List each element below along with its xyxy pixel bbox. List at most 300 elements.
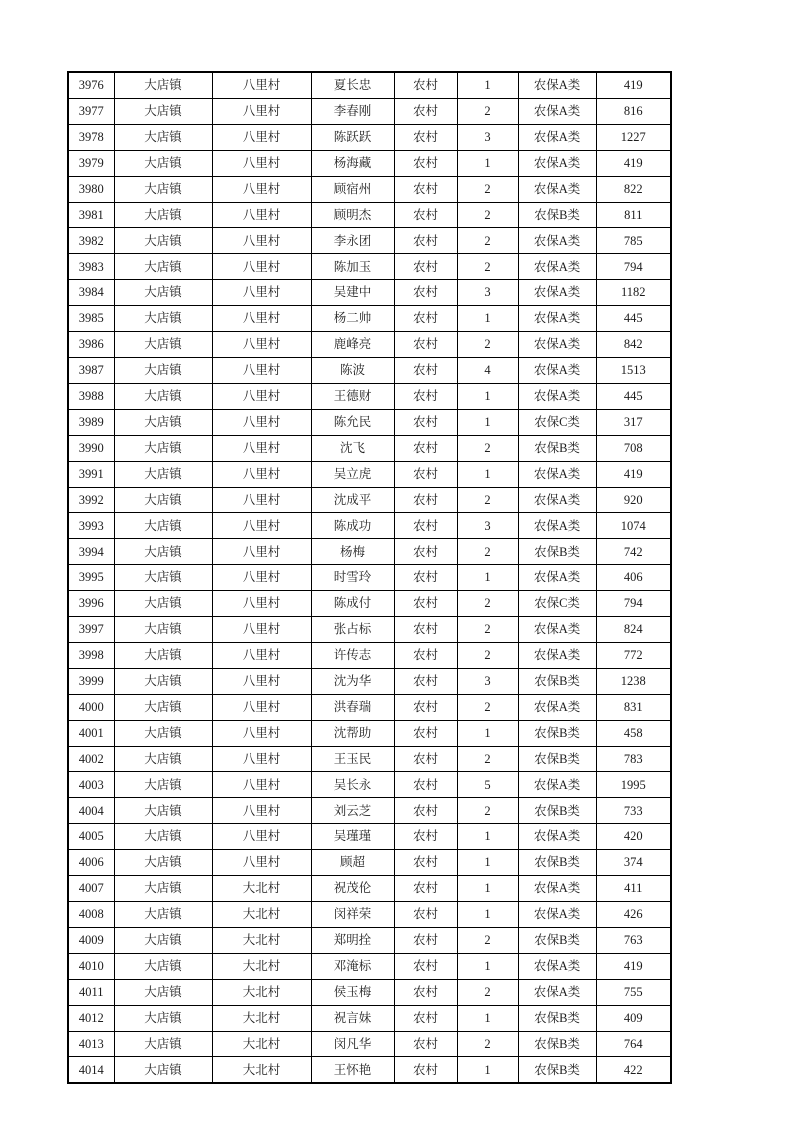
cell-serial: 3990 — [68, 435, 114, 461]
cell-residence-type: 农村 — [394, 98, 457, 124]
cell-residence-type: 农村 — [394, 798, 457, 824]
cell-amount: 419 — [596, 953, 671, 979]
cell-village: 八里村 — [212, 539, 311, 565]
cell-serial: 4013 — [68, 1031, 114, 1057]
cell-serial: 3987 — [68, 357, 114, 383]
cell-amount: 794 — [596, 254, 671, 280]
cell-serial: 3986 — [68, 332, 114, 358]
cell-insurance-category: 农保C类 — [518, 409, 596, 435]
cell-serial: 4000 — [68, 694, 114, 720]
cell-village: 八里村 — [212, 798, 311, 824]
cell-residence-type: 农村 — [394, 824, 457, 850]
cell-town: 大店镇 — [114, 254, 212, 280]
cell-insured-count: 2 — [457, 798, 518, 824]
table-row — [68, 876, 671, 902]
cell-insurance-category: 农保B类 — [518, 798, 596, 824]
cell-name: 刘云芝 — [311, 798, 394, 824]
cell-town: 大店镇 — [114, 306, 212, 332]
cell-residence-type: 农村 — [394, 150, 457, 176]
cell-village: 八里村 — [212, 487, 311, 513]
cell-name: 陈允民 — [311, 409, 394, 435]
cell-insured-count: 2 — [457, 487, 518, 513]
cell-village: 八里村 — [212, 850, 311, 876]
cell-village: 八里村 — [212, 306, 311, 332]
cell-amount: 831 — [596, 694, 671, 720]
cell-village: 八里村 — [212, 746, 311, 772]
cell-residence-type: 农村 — [394, 539, 457, 565]
cell-amount: 409 — [596, 1005, 671, 1031]
cell-village: 八里村 — [212, 254, 311, 280]
table-row — [68, 824, 671, 850]
table-row — [68, 539, 671, 565]
cell-insured-count: 2 — [457, 591, 518, 617]
cell-name: 祝言妹 — [311, 1005, 394, 1031]
cell-residence-type: 农村 — [394, 953, 457, 979]
cell-village: 大北村 — [212, 1057, 311, 1083]
cell-residence-type: 农村 — [394, 228, 457, 254]
cell-village: 大北村 — [212, 979, 311, 1005]
cell-insurance-category: 农保A类 — [518, 513, 596, 539]
cell-insured-count: 1 — [457, 306, 518, 332]
cell-serial: 3979 — [68, 150, 114, 176]
cell-residence-type: 农村 — [394, 1057, 457, 1083]
cell-town: 大店镇 — [114, 513, 212, 539]
cell-insurance-category: 农保A类 — [518, 979, 596, 1005]
cell-name: 郑明拴 — [311, 927, 394, 953]
table-row — [68, 979, 671, 1005]
cell-town: 大店镇 — [114, 565, 212, 591]
cell-residence-type: 农村 — [394, 306, 457, 332]
cell-insurance-category: 农保B类 — [518, 850, 596, 876]
cell-insurance-category: 农保A类 — [518, 228, 596, 254]
cell-insured-count: 3 — [457, 280, 518, 306]
cell-insured-count: 2 — [457, 176, 518, 202]
table-row — [68, 642, 671, 668]
table-row — [68, 617, 671, 643]
cell-name: 杨二帅 — [311, 306, 394, 332]
cell-insurance-category: 农保A类 — [518, 98, 596, 124]
cell-insurance-category: 农保B类 — [518, 1005, 596, 1031]
cell-village: 八里村 — [212, 591, 311, 617]
cell-town: 大店镇 — [114, 98, 212, 124]
cell-insured-count: 2 — [457, 694, 518, 720]
cell-town: 大店镇 — [114, 953, 212, 979]
cell-village: 八里村 — [212, 694, 311, 720]
cell-town: 大店镇 — [114, 72, 212, 98]
cell-amount: 920 — [596, 487, 671, 513]
cell-insured-count: 2 — [457, 202, 518, 228]
cell-village: 八里村 — [212, 357, 311, 383]
table-row — [68, 927, 671, 953]
cell-amount: 783 — [596, 746, 671, 772]
table-row — [68, 902, 671, 928]
cell-insured-count: 1 — [457, 383, 518, 409]
cell-residence-type: 农村 — [394, 668, 457, 694]
cell-insured-count: 2 — [457, 617, 518, 643]
cell-amount: 1182 — [596, 280, 671, 306]
cell-name: 吴立虎 — [311, 461, 394, 487]
cell-insurance-category: 农保A类 — [518, 642, 596, 668]
cell-amount: 317 — [596, 409, 671, 435]
cell-insurance-category: 农保C类 — [518, 591, 596, 617]
cell-insured-count: 1 — [457, 565, 518, 591]
cell-amount: 763 — [596, 927, 671, 953]
cell-serial: 4002 — [68, 746, 114, 772]
cell-insured-count: 1 — [457, 953, 518, 979]
cell-insurance-category: 农保B类 — [518, 1057, 596, 1083]
cell-serial: 3985 — [68, 306, 114, 332]
table-row — [68, 461, 671, 487]
cell-town: 大店镇 — [114, 979, 212, 1005]
cell-insurance-category: 农保A类 — [518, 332, 596, 358]
cell-residence-type: 农村 — [394, 72, 457, 98]
cell-village: 大北村 — [212, 876, 311, 902]
cell-village: 大北村 — [212, 1005, 311, 1031]
cell-residence-type: 农村 — [394, 332, 457, 358]
cell-insured-count: 1 — [457, 72, 518, 98]
cell-residence-type: 农村 — [394, 357, 457, 383]
cell-residence-type: 农村 — [394, 642, 457, 668]
table-row — [68, 383, 671, 409]
cell-amount: 422 — [596, 1057, 671, 1083]
cell-village: 八里村 — [212, 228, 311, 254]
cell-town: 大店镇 — [114, 124, 212, 150]
cell-insured-count: 1 — [457, 461, 518, 487]
cell-amount: 420 — [596, 824, 671, 850]
table-row — [68, 953, 671, 979]
cell-insurance-category: 农保B类 — [518, 720, 596, 746]
cell-amount: 1074 — [596, 513, 671, 539]
cell-insured-count: 1 — [457, 902, 518, 928]
cell-town: 大店镇 — [114, 435, 212, 461]
cell-amount: 733 — [596, 798, 671, 824]
cell-insurance-category: 农保A类 — [518, 383, 596, 409]
cell-residence-type: 农村 — [394, 254, 457, 280]
cell-amount: 426 — [596, 902, 671, 928]
cell-serial: 4007 — [68, 876, 114, 902]
table-row — [68, 98, 671, 124]
cell-insured-count: 3 — [457, 668, 518, 694]
cell-village: 八里村 — [212, 98, 311, 124]
cell-residence-type: 农村 — [394, 409, 457, 435]
cell-amount: 1227 — [596, 124, 671, 150]
cell-serial: 4014 — [68, 1057, 114, 1083]
cell-serial: 4009 — [68, 927, 114, 953]
cell-amount: 764 — [596, 1031, 671, 1057]
cell-serial: 3981 — [68, 202, 114, 228]
cell-insurance-category: 农保A类 — [518, 824, 596, 850]
cell-residence-type: 农村 — [394, 876, 457, 902]
cell-insured-count: 1 — [457, 876, 518, 902]
cell-insurance-category: 农保B类 — [518, 435, 596, 461]
cell-insured-count: 1 — [457, 824, 518, 850]
cell-residence-type: 农村 — [394, 694, 457, 720]
cell-serial: 3991 — [68, 461, 114, 487]
cell-residence-type: 农村 — [394, 1031, 457, 1057]
table-row — [68, 772, 671, 798]
cell-amount: 824 — [596, 617, 671, 643]
cell-insured-count: 2 — [457, 254, 518, 280]
cell-town: 大店镇 — [114, 824, 212, 850]
cell-insured-count: 2 — [457, 435, 518, 461]
cell-amount: 755 — [596, 979, 671, 1005]
cell-name: 沈为华 — [311, 668, 394, 694]
cell-village: 八里村 — [212, 461, 311, 487]
cell-name: 顾超 — [311, 850, 394, 876]
cell-serial: 3988 — [68, 383, 114, 409]
cell-insured-count: 1 — [457, 409, 518, 435]
cell-name: 王玉民 — [311, 746, 394, 772]
cell-amount: 785 — [596, 228, 671, 254]
cell-name: 许传志 — [311, 642, 394, 668]
cell-town: 大店镇 — [114, 228, 212, 254]
cell-residence-type: 农村 — [394, 513, 457, 539]
cell-serial: 3992 — [68, 487, 114, 513]
cell-amount: 822 — [596, 176, 671, 202]
cell-serial: 3978 — [68, 124, 114, 150]
cell-serial: 3998 — [68, 642, 114, 668]
cell-town: 大店镇 — [114, 746, 212, 772]
cell-village: 八里村 — [212, 383, 311, 409]
cell-amount: 1238 — [596, 668, 671, 694]
cell-name: 陈成付 — [311, 591, 394, 617]
cell-insured-count: 1 — [457, 720, 518, 746]
cell-insured-count: 1 — [457, 1057, 518, 1083]
cell-village: 八里村 — [212, 124, 311, 150]
cell-name: 张占标 — [311, 617, 394, 643]
cell-village: 八里村 — [212, 720, 311, 746]
cell-amount: 458 — [596, 720, 671, 746]
cell-insured-count: 2 — [457, 746, 518, 772]
cell-serial: 4011 — [68, 979, 114, 1005]
cell-town: 大店镇 — [114, 357, 212, 383]
cell-town: 大店镇 — [114, 720, 212, 746]
cell-insurance-category: 农保A类 — [518, 565, 596, 591]
table-row — [68, 124, 671, 150]
table-row — [68, 228, 671, 254]
cell-amount: 742 — [596, 539, 671, 565]
cell-insurance-category: 农保A类 — [518, 876, 596, 902]
cell-residence-type: 农村 — [394, 487, 457, 513]
cell-village: 八里村 — [212, 435, 311, 461]
cell-insured-count: 2 — [457, 642, 518, 668]
cell-serial: 3994 — [68, 539, 114, 565]
cell-insured-count: 4 — [457, 357, 518, 383]
cell-town: 大店镇 — [114, 876, 212, 902]
cell-town: 大店镇 — [114, 409, 212, 435]
cell-name: 陈波 — [311, 357, 394, 383]
cell-insurance-category: 农保A类 — [518, 150, 596, 176]
table-row — [68, 1057, 671, 1083]
cell-name: 王怀艳 — [311, 1057, 394, 1083]
cell-name: 吴建中 — [311, 280, 394, 306]
cell-town: 大店镇 — [114, 798, 212, 824]
cell-insured-count: 2 — [457, 979, 518, 1005]
cell-town: 大店镇 — [114, 202, 212, 228]
cell-serial: 3999 — [68, 668, 114, 694]
cell-serial: 3989 — [68, 409, 114, 435]
cell-town: 大店镇 — [114, 591, 212, 617]
resident-insurance-table — [67, 71, 672, 1084]
cell-residence-type: 农村 — [394, 461, 457, 487]
cell-serial: 3995 — [68, 565, 114, 591]
table-body — [68, 72, 671, 1083]
cell-amount: 411 — [596, 876, 671, 902]
cell-insurance-category: 农保A类 — [518, 461, 596, 487]
cell-serial: 4005 — [68, 824, 114, 850]
table-row — [68, 487, 671, 513]
cell-serial: 3997 — [68, 617, 114, 643]
cell-town: 大店镇 — [114, 383, 212, 409]
cell-residence-type: 农村 — [394, 772, 457, 798]
cell-serial: 3983 — [68, 254, 114, 280]
cell-insured-count: 2 — [457, 1031, 518, 1057]
cell-insurance-category: 农保A类 — [518, 953, 596, 979]
cell-residence-type: 农村 — [394, 383, 457, 409]
cell-insurance-category: 农保B类 — [518, 202, 596, 228]
cell-name: 沈成平 — [311, 487, 394, 513]
cell-name: 顾明杰 — [311, 202, 394, 228]
cell-insurance-category: 农保A类 — [518, 617, 596, 643]
cell-amount: 772 — [596, 642, 671, 668]
cell-insurance-category: 农保A类 — [518, 487, 596, 513]
table-row — [68, 332, 671, 358]
cell-village: 八里村 — [212, 565, 311, 591]
cell-name: 闵凡华 — [311, 1031, 394, 1057]
cell-amount: 811 — [596, 202, 671, 228]
cell-name: 陈加玉 — [311, 254, 394, 280]
cell-residence-type: 农村 — [394, 979, 457, 1005]
cell-insurance-category: 农保A类 — [518, 357, 596, 383]
cell-insured-count: 5 — [457, 772, 518, 798]
cell-village: 八里村 — [212, 617, 311, 643]
cell-name: 李永团 — [311, 228, 394, 254]
cell-town: 大店镇 — [114, 772, 212, 798]
cell-town: 大店镇 — [114, 461, 212, 487]
cell-insurance-category: 农保A类 — [518, 772, 596, 798]
table-row — [68, 409, 671, 435]
cell-insured-count: 1 — [457, 1005, 518, 1031]
cell-serial: 3982 — [68, 228, 114, 254]
cell-amount: 374 — [596, 850, 671, 876]
cell-town: 大店镇 — [114, 902, 212, 928]
cell-town: 大店镇 — [114, 668, 212, 694]
cell-village: 大北村 — [212, 902, 311, 928]
cell-amount: 406 — [596, 565, 671, 591]
cell-name: 邓淹标 — [311, 953, 394, 979]
cell-residence-type: 农村 — [394, 720, 457, 746]
cell-residence-type: 农村 — [394, 850, 457, 876]
cell-amount: 419 — [596, 150, 671, 176]
cell-insurance-category: 农保A类 — [518, 280, 596, 306]
cell-village: 大北村 — [212, 1031, 311, 1057]
cell-serial: 4008 — [68, 902, 114, 928]
cell-amount: 419 — [596, 72, 671, 98]
cell-village: 八里村 — [212, 202, 311, 228]
table-row — [68, 694, 671, 720]
cell-town: 大店镇 — [114, 176, 212, 202]
cell-serial: 3977 — [68, 98, 114, 124]
cell-town: 大店镇 — [114, 1005, 212, 1031]
cell-name: 沈帮助 — [311, 720, 394, 746]
table-row — [68, 720, 671, 746]
table-row — [68, 176, 671, 202]
cell-village: 大北村 — [212, 953, 311, 979]
cell-name: 时雪玲 — [311, 565, 394, 591]
cell-serial: 4004 — [68, 798, 114, 824]
cell-town: 大店镇 — [114, 694, 212, 720]
cell-name: 侯玉梅 — [311, 979, 394, 1005]
cell-name: 杨梅 — [311, 539, 394, 565]
cell-name: 顾宿州 — [311, 176, 394, 202]
table-row — [68, 1005, 671, 1031]
cell-amount: 794 — [596, 591, 671, 617]
cell-town: 大店镇 — [114, 150, 212, 176]
table-row — [68, 1031, 671, 1057]
table-row — [68, 746, 671, 772]
cell-residence-type: 农村 — [394, 746, 457, 772]
cell-name: 吴长永 — [311, 772, 394, 798]
cell-insured-count: 2 — [457, 539, 518, 565]
cell-residence-type: 农村 — [394, 435, 457, 461]
cell-insured-count: 1 — [457, 850, 518, 876]
cell-residence-type: 农村 — [394, 927, 457, 953]
cell-town: 大店镇 — [114, 1057, 212, 1083]
cell-name: 祝茂伦 — [311, 876, 394, 902]
table-row — [68, 798, 671, 824]
cell-amount: 816 — [596, 98, 671, 124]
cell-name: 吴瑾瑾 — [311, 824, 394, 850]
cell-serial: 3984 — [68, 280, 114, 306]
cell-name: 夏长忠 — [311, 72, 394, 98]
cell-town: 大店镇 — [114, 280, 212, 306]
cell-village: 八里村 — [212, 176, 311, 202]
table-row — [68, 565, 671, 591]
table-row — [68, 150, 671, 176]
table-row — [68, 254, 671, 280]
cell-serial: 3976 — [68, 72, 114, 98]
table-row — [68, 850, 671, 876]
cell-insurance-category: 农保A类 — [518, 254, 596, 280]
cell-residence-type: 农村 — [394, 124, 457, 150]
cell-name: 杨海藏 — [311, 150, 394, 176]
cell-amount: 445 — [596, 383, 671, 409]
cell-residence-type: 农村 — [394, 1005, 457, 1031]
cell-insured-count: 2 — [457, 927, 518, 953]
cell-village: 八里村 — [212, 409, 311, 435]
table-row — [68, 357, 671, 383]
cell-serial: 4001 — [68, 720, 114, 746]
cell-name: 王德财 — [311, 383, 394, 409]
cell-insurance-category: 农保A类 — [518, 176, 596, 202]
cell-serial: 3996 — [68, 591, 114, 617]
cell-serial: 4010 — [68, 953, 114, 979]
cell-name: 陈跃跃 — [311, 124, 394, 150]
cell-insured-count: 2 — [457, 332, 518, 358]
cell-residence-type: 农村 — [394, 591, 457, 617]
cell-residence-type: 农村 — [394, 202, 457, 228]
cell-serial: 4003 — [68, 772, 114, 798]
cell-name: 陈成功 — [311, 513, 394, 539]
cell-serial: 3980 — [68, 176, 114, 202]
table-row — [68, 280, 671, 306]
cell-village: 大北村 — [212, 927, 311, 953]
cell-residence-type: 农村 — [394, 280, 457, 306]
cell-town: 大店镇 — [114, 927, 212, 953]
cell-insurance-category: 农保A类 — [518, 306, 596, 332]
cell-town: 大店镇 — [114, 1031, 212, 1057]
cell-insurance-category: 农保B类 — [518, 746, 596, 772]
